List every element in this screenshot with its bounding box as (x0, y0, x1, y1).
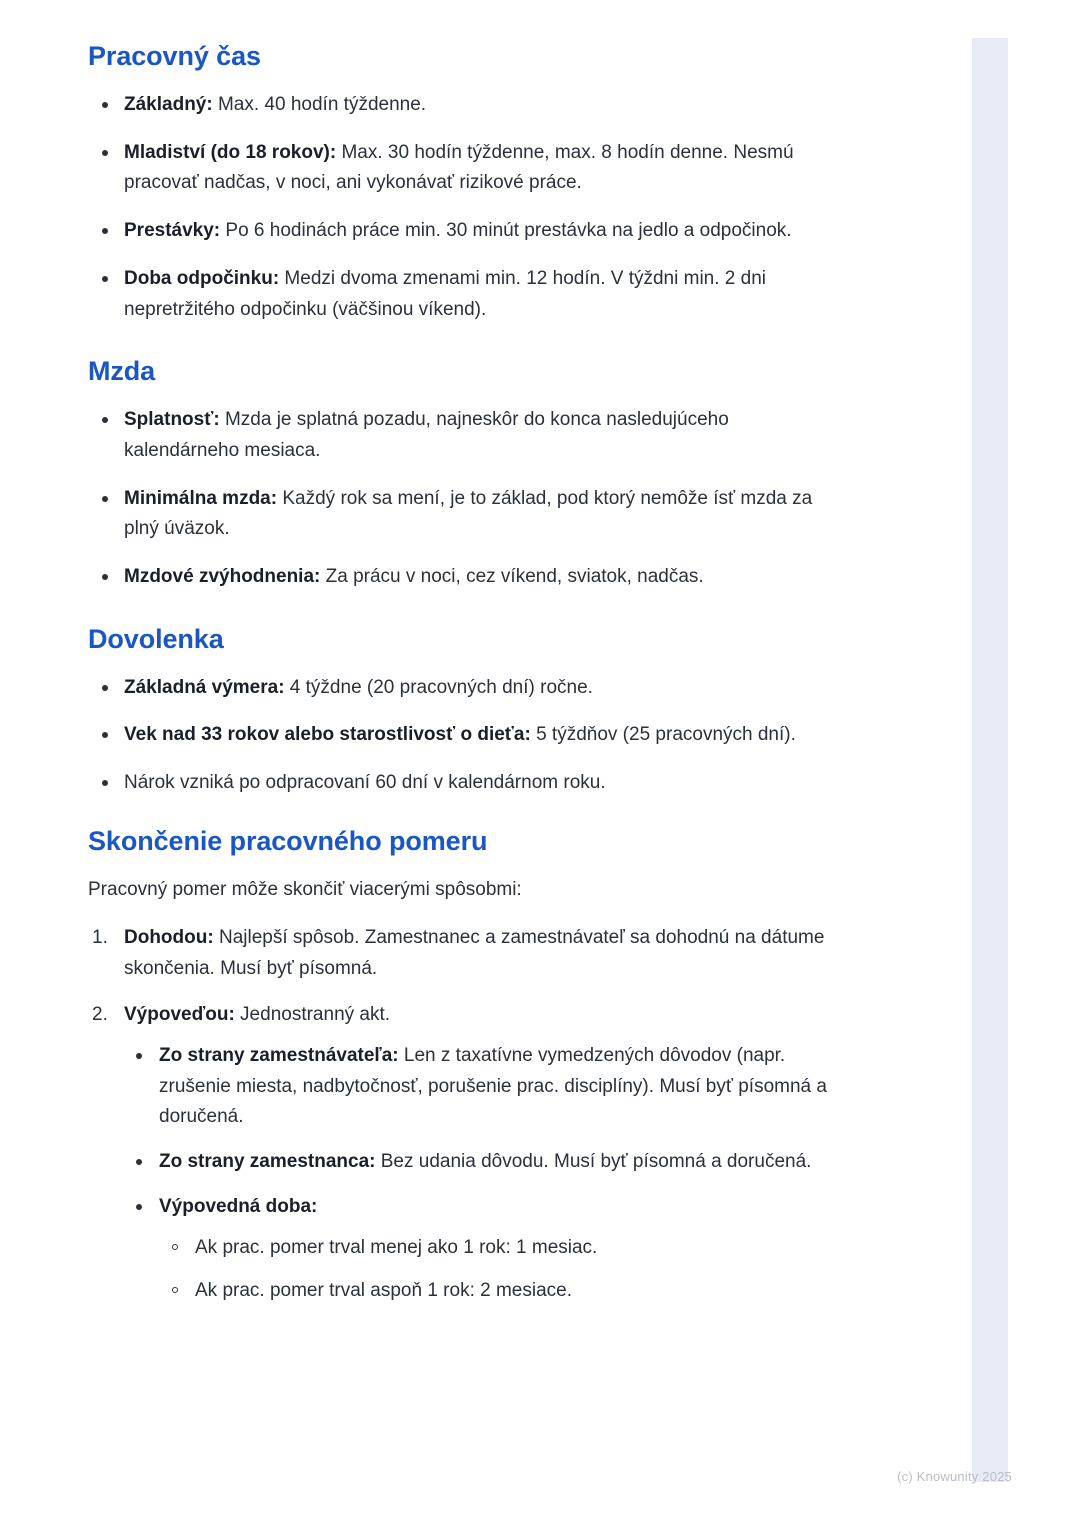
sub-sub-bullet-list (159, 1233, 848, 1308)
list-item (159, 1276, 848, 1307)
section-mzda (88, 355, 848, 593)
list-item-term: Dohodou: (124, 927, 214, 949)
list-item-text: Najlepší spôsob. Zamestnanec a zamestnávateľ sa dohodnú na dátume skončenia. Musí byť písomná. (124, 927, 825, 980)
bullet-list (88, 673, 848, 799)
list-item-term: Mzdové zvýhodnenia: (124, 566, 321, 588)
list-item-text: Za prácu v noci, cez víkend, sviatok, nadčas. (320, 566, 704, 588)
list-item (88, 138, 848, 200)
list-item-text: 5 týždňov (25 pracovných dní). (530, 724, 796, 746)
page-side-rail (972, 0, 1080, 1482)
list-item (88, 90, 848, 121)
list-item (88, 720, 848, 751)
document-content (88, 40, 848, 1337)
list-item (88, 768, 848, 799)
list-item-term: Vek nad 33 rokov alebo starostlivosť o dieťa: (124, 724, 531, 746)
list-item (124, 1147, 848, 1178)
list-item-term: Splatnosť: (124, 409, 220, 431)
section-pracovny-cas (88, 40, 848, 325)
list-item-text: Jednostranný akt. (234, 1004, 391, 1026)
list-item-term: Minimálna mzda: (124, 487, 278, 509)
list-item-text: Nárok vzniká po odpracovaní 60 dní v kalendárnom roku. (124, 772, 606, 794)
list-item (88, 216, 848, 247)
list-item-term: Mladiství (do 18 rokov): (124, 141, 337, 163)
section-title: Mzda (88, 356, 156, 387)
list-item-term: Základný: (124, 93, 213, 115)
list-item (88, 562, 848, 593)
list-item-term: Zo strany zamestnávateľa: (159, 1044, 399, 1066)
list-item-text: Medzi dvoma zmenami min. 12 hodín. V týždni min. 2 dni nepretržitého odpočinku (väčšinou víkend). (124, 267, 766, 320)
list-item-text: Ak prac. pomer trval menej ako 1 rok: 1 mesiac. (195, 1236, 598, 1258)
list-item-term: Výpovedná doba: (159, 1195, 318, 1217)
list-item-term: Zo strany zamestnanca: (159, 1151, 376, 1173)
list-item-term: Základná výmera: (124, 676, 285, 698)
numbered-list (88, 923, 848, 1307)
list-item (88, 264, 848, 326)
list-item (88, 405, 848, 467)
list-item-text: Max. 30 hodín týždenne, max. 8 hodín denne. Nesmú pracovať nadčas, v noci, ani vykonávať rizikové práce. (124, 141, 794, 194)
section-dovolenka (88, 623, 848, 799)
list-item (88, 923, 848, 985)
section-title: Skončenie pracovného pomeru (88, 825, 488, 856)
list-item (159, 1233, 848, 1264)
section-title: Pracovný čas (88, 41, 261, 71)
list-item-term: Výpoveďou: (124, 1004, 235, 1026)
list-item (88, 1000, 848, 1307)
bullet-list (88, 405, 848, 593)
list-item-text: Len z taxatívne vymedzených dôvodov (napr. zrušenie miesta, nadbytočnosť, porušenie prac. disciplíny). Musí byť písomná a doručená. (159, 1044, 827, 1128)
section-title: Dovolenka (88, 623, 224, 654)
sub-bullet-list (124, 1041, 848, 1307)
list-item-text: Mzda je splatná pozadu, najneskôr do konca nasledujúceho kalendárneho mesiaca. (124, 409, 729, 461)
section-skoncenie-pracovneho-pomeru (88, 825, 848, 1307)
list-item-text: Po 6 hodinách práce min. 30 minút prestávka na jedlo a odpočinok. (220, 220, 792, 242)
list-item-text: Každý rok sa mení, je to základ, pod ktorý nemôže ísť mzda za plný úväzok. (124, 487, 813, 540)
section-lead-text: Pracovný pomer môže skončiť viacerými spôsobmi: (88, 878, 522, 900)
list-item (88, 673, 848, 704)
list-item-text: Ak prac. pomer trval aspoň 1 rok: 2 mesiace. (195, 1280, 572, 1302)
list-item (124, 1041, 848, 1133)
list-item (124, 1192, 848, 1307)
list-item-term: Prestávky: (124, 220, 221, 242)
list-item (88, 484, 848, 546)
side-rail-bar (972, 38, 1008, 1482)
list-item-term: Doba odpočinku: (124, 267, 280, 289)
list-item-text: 4 týždne (20 pracovných dní) ročne. (284, 676, 593, 698)
bullet-list (88, 90, 848, 326)
list-item-text: Max. 40 hodín týždenne. (212, 93, 427, 115)
list-item-text: Bez udania dôvodu. Musí byť písomná a doručená. (375, 1151, 812, 1173)
watermark: (c) Knowunity 2025 (897, 1469, 1012, 1484)
